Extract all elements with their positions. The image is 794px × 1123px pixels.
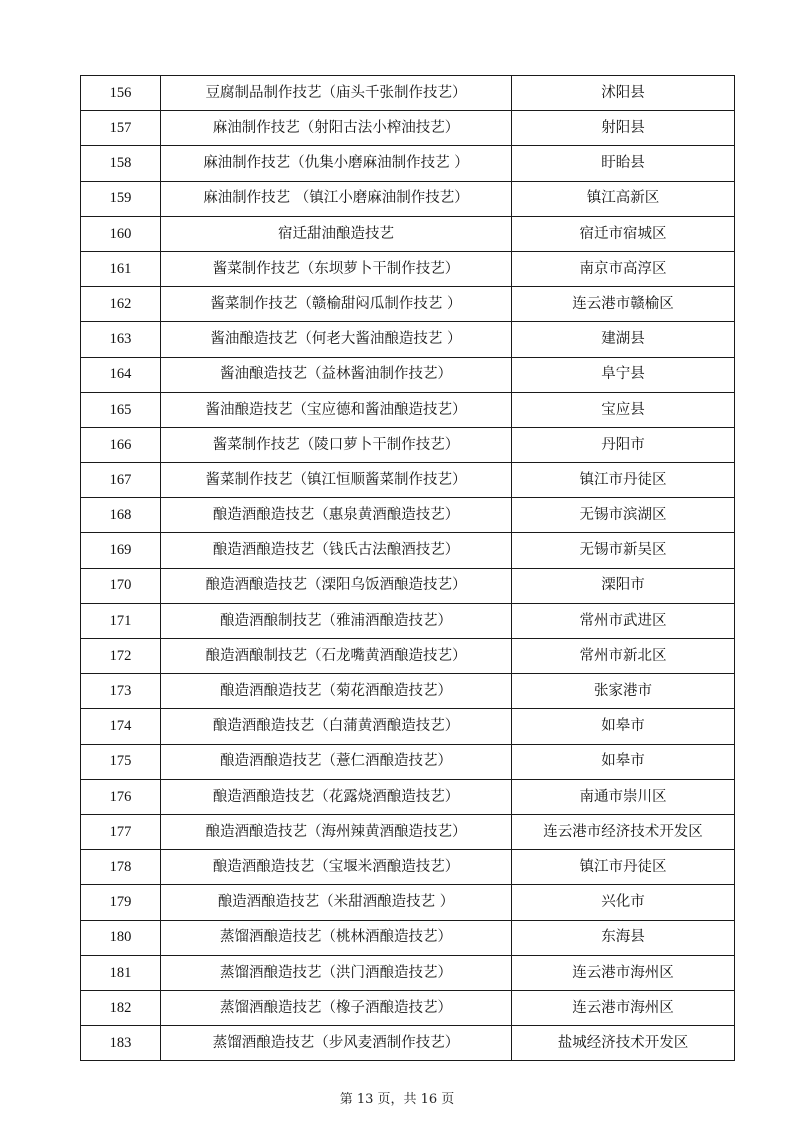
region-cell: 镇江市丹徒区 xyxy=(512,463,735,498)
region-cell: 张家港市 xyxy=(512,674,735,709)
item-name-cell: 酱油酿造技艺（何老大酱油酿造技艺 ） xyxy=(161,322,512,357)
region-cell: 连云港市海州区 xyxy=(512,955,735,990)
region-cell: 南京市高淳区 xyxy=(512,251,735,286)
region-cell: 宝应县 xyxy=(512,392,735,427)
item-name-cell: 酱菜制作技艺（陵口萝卜干制作技艺） xyxy=(161,427,512,462)
region-cell: 常州市武进区 xyxy=(512,603,735,638)
row-number-cell: 164 xyxy=(81,357,161,392)
row-number-cell: 156 xyxy=(81,76,161,111)
region-cell: 南通市崇川区 xyxy=(512,779,735,814)
row-number-cell: 159 xyxy=(81,181,161,216)
table-row xyxy=(81,920,735,955)
item-name-cell: 酿造酒酿造技艺（海州辣黄酒酿造技艺） xyxy=(161,814,512,849)
row-number-cell: 173 xyxy=(81,674,161,709)
row-number-cell: 177 xyxy=(81,814,161,849)
item-name-cell: 麻油制作技艺（射阳古法小榨油技艺） xyxy=(161,111,512,146)
table-row xyxy=(81,709,735,744)
table-row xyxy=(81,814,735,849)
row-number-cell: 162 xyxy=(81,287,161,322)
region-cell: 连云港市经济技术开发区 xyxy=(512,814,735,849)
row-number-cell: 165 xyxy=(81,392,161,427)
region-cell: 建湖县 xyxy=(512,322,735,357)
region-cell: 宿迁市宿城区 xyxy=(512,216,735,251)
row-number-cell: 179 xyxy=(81,885,161,920)
row-number-cell: 160 xyxy=(81,216,161,251)
row-number-cell: 167 xyxy=(81,463,161,498)
row-number-cell: 168 xyxy=(81,498,161,533)
row-number-cell: 181 xyxy=(81,955,161,990)
region-cell: 兴化市 xyxy=(512,885,735,920)
region-cell: 盱眙县 xyxy=(512,146,735,181)
row-number-cell: 163 xyxy=(81,322,161,357)
table-row xyxy=(81,251,735,286)
item-name-cell: 酱油酿造技艺（益林酱油制作技艺） xyxy=(161,357,512,392)
row-number-cell: 175 xyxy=(81,744,161,779)
row-number-cell: 171 xyxy=(81,603,161,638)
table-row xyxy=(81,181,735,216)
item-name-cell: 酿造酒酿造技艺（白蒲黄酒酿造技艺） xyxy=(161,709,512,744)
region-cell: 盐城经济技术开发区 xyxy=(512,1026,735,1061)
table-row xyxy=(81,427,735,462)
table-row xyxy=(81,885,735,920)
item-name-cell: 酱菜制作技艺（东坝萝卜干制作技艺） xyxy=(161,251,512,286)
row-number-cell: 176 xyxy=(81,779,161,814)
row-number-cell: 158 xyxy=(81,146,161,181)
table-row xyxy=(81,357,735,392)
row-number-cell: 166 xyxy=(81,427,161,462)
region-cell: 镇江市丹徒区 xyxy=(512,850,735,885)
row-number-cell: 182 xyxy=(81,990,161,1025)
item-name-cell: 酿造酒酿造技艺（米甜酒酿造技艺 ） xyxy=(161,885,512,920)
table-row xyxy=(81,498,735,533)
row-number-cell: 174 xyxy=(81,709,161,744)
item-name-cell: 酿造酒酿造技艺（花露烧酒酿造技艺） xyxy=(161,779,512,814)
region-cell: 连云港市赣榆区 xyxy=(512,287,735,322)
page-number-footer: 第 13 页，共 16 页 xyxy=(339,1092,455,1107)
item-name-cell: 麻油制作技艺（仇集小磨麻油制作技艺 ） xyxy=(161,146,512,181)
item-name-cell: 蒸馏酒酿造技艺（桃林酒酿造技艺） xyxy=(161,920,512,955)
region-cell: 如皋市 xyxy=(512,709,735,744)
region-cell: 阜宁县 xyxy=(512,357,735,392)
item-name-cell: 酿造酒酿造技艺（惠泉黄酒酿造技艺） xyxy=(161,498,512,533)
heritage-items-table xyxy=(80,75,735,1061)
table-row xyxy=(81,674,735,709)
table-row xyxy=(81,216,735,251)
row-number-cell: 170 xyxy=(81,568,161,603)
region-cell: 无锡市新吴区 xyxy=(512,533,735,568)
item-name-cell: 蒸馏酒酿造技艺（步风麦酒制作技艺） xyxy=(161,1026,512,1061)
table-row xyxy=(81,568,735,603)
row-number-cell: 169 xyxy=(81,533,161,568)
row-number-cell: 172 xyxy=(81,639,161,674)
item-name-cell: 酿造酒酿制技艺（石龙嘴黄酒酿造技艺） xyxy=(161,639,512,674)
item-name-cell: 酱油酿造技艺（宝应德和酱油酿造技艺） xyxy=(161,392,512,427)
item-name-cell: 麻油制作技艺 （镇江小磨麻油制作技艺） xyxy=(161,181,512,216)
table-row xyxy=(81,779,735,814)
table-row xyxy=(81,955,735,990)
table-row xyxy=(81,990,735,1025)
table-row xyxy=(81,146,735,181)
region-cell: 东海县 xyxy=(512,920,735,955)
item-name-cell: 宿迁甜油酿造技艺 xyxy=(161,216,512,251)
table-row xyxy=(81,76,735,111)
region-cell: 沭阳县 xyxy=(512,76,735,111)
item-name-cell: 豆腐制品制作技艺（庙头千张制作技艺） xyxy=(161,76,512,111)
row-number-cell: 183 xyxy=(81,1026,161,1061)
table-row xyxy=(81,463,735,498)
table-row xyxy=(81,392,735,427)
region-cell: 如皋市 xyxy=(512,744,735,779)
table-row xyxy=(81,744,735,779)
item-name-cell: 蒸馏酒酿造技艺（橡子酒酿造技艺） xyxy=(161,990,512,1025)
table-row xyxy=(81,1026,735,1061)
item-name-cell: 酿造酒酿造技艺（溧阳乌饭酒酿造技艺） xyxy=(161,568,512,603)
table-row xyxy=(81,639,735,674)
row-number-cell: 161 xyxy=(81,251,161,286)
region-cell: 常州市新北区 xyxy=(512,639,735,674)
region-cell: 无锡市滨湖区 xyxy=(512,498,735,533)
table-row xyxy=(81,850,735,885)
item-name-cell: 酿造酒酿造技艺（菊花酒酿造技艺） xyxy=(161,674,512,709)
row-number-cell: 157 xyxy=(81,111,161,146)
row-number-cell: 178 xyxy=(81,850,161,885)
region-cell: 镇江高新区 xyxy=(512,181,735,216)
region-cell: 连云港市海州区 xyxy=(512,990,735,1025)
region-cell: 射阳县 xyxy=(512,111,735,146)
item-name-cell: 酱菜制作技艺（赣榆甜闷瓜制作技艺 ） xyxy=(161,287,512,322)
item-name-cell: 酱菜制作技艺（镇江恒顺酱菜制作技艺） xyxy=(161,463,512,498)
table-row xyxy=(81,111,735,146)
item-name-cell: 蒸馏酒酿造技艺（洪门酒酿造技艺） xyxy=(161,955,512,990)
item-name-cell: 酿造酒酿造技艺（宝堰米酒酿造技艺） xyxy=(161,850,512,885)
region-cell: 丹阳市 xyxy=(512,427,735,462)
table-row xyxy=(81,322,735,357)
row-number-cell: 180 xyxy=(81,920,161,955)
table-row xyxy=(81,287,735,322)
item-name-cell: 酿造酒酿制技艺（雅浦酒酿造技艺） xyxy=(161,603,512,638)
item-name-cell: 酿造酒酿造技艺（钱氏古法酿酒技艺） xyxy=(161,533,512,568)
region-cell: 溧阳市 xyxy=(512,568,735,603)
table-row xyxy=(81,533,735,568)
item-name-cell: 酿造酒酿造技艺（薏仁酒酿造技艺） xyxy=(161,744,512,779)
table-body xyxy=(81,76,735,1061)
table-row xyxy=(81,603,735,638)
